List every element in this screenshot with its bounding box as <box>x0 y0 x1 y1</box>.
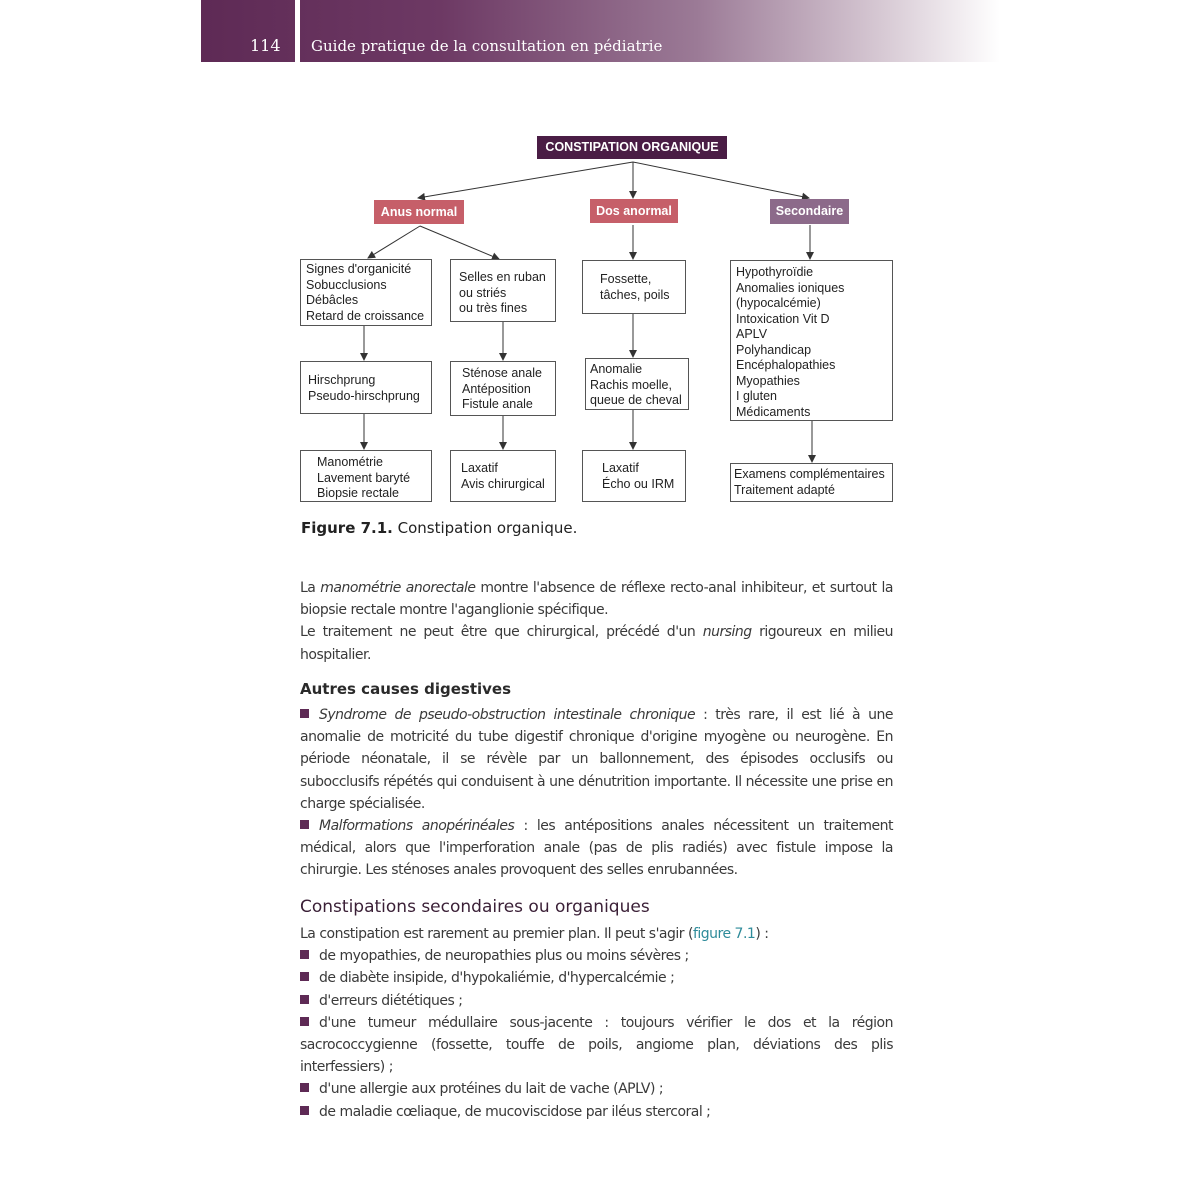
page-number: 114 <box>250 36 281 55</box>
box-line: Débâcles <box>306 293 359 307</box>
box-line: Retard de croissance <box>306 308 425 323</box>
list-item-text: de myopathies, de neuropathies plus ou moins sévères ; <box>319 948 689 965</box>
box-line: Polyhandicap <box>736 342 812 357</box>
heading-autres-causes: Autres causes digestives <box>300 680 512 698</box>
box-line: Biopsie rectale <box>317 486 399 500</box>
text-run: La <box>300 580 321 596</box>
box-line: queue de cheval <box>590 393 682 407</box>
figure-caption-text: Constipation organique. <box>392 519 578 537</box>
text-run: : très rare, il est lié à une anomalie de motricité du tube digestif chronique d'origine myogène ou neurogène. En période néonatale, il se révèle par un ballonnement, des épisodes occlusifs ou subocclusifs répétés qui conduisent à une dénutrition importante. Il nécessite une prise en charge spécialisée. <box>300 707 893 812</box>
list-item <box>300 1101 893 1123</box>
list-item <box>300 967 893 989</box>
box-stenose <box>450 361 556 416</box>
box-selles <box>450 259 556 322</box>
box-line: ou striés <box>459 285 507 300</box>
italic-term: Malformations anopérinéales <box>319 818 515 835</box>
book-title: Guide pratique de la consultation en pédiatrie <box>311 37 663 55</box>
box-laxatif-chirurgical <box>450 450 556 502</box>
box-line: Avis chirurgical <box>461 476 545 491</box>
bullet-square-icon <box>300 1083 309 1092</box>
list-constipations <box>300 923 893 1123</box>
box-examens <box>730 463 893 502</box>
box-line: Pseudo-hirschprung <box>308 388 420 403</box>
list-item-text: d'une tumeur médullaire sous-jacente : toujours vérifier le dos et la région sacrococcygienne (fossette, touffe de poils, angiome plan, déviations des plis interfessiers) ; <box>300 1014 893 1076</box>
box-line: (hypocalcémie) <box>736 296 821 310</box>
branch-dos-anormal: Dos anormal <box>590 199 678 223</box>
box-line: Anomalies ioniques <box>736 280 845 295</box>
italic-term: nursing <box>702 624 752 641</box>
box-line: Myopathies <box>736 373 800 388</box>
figure-link[interactable]: figure 7.1 <box>692 926 756 942</box>
box-line: Lavement baryté <box>317 470 411 485</box>
italic-term: Syndrome de pseudo-obstruction intestinale chronique <box>319 707 696 723</box>
paragraph-manometrie <box>300 577 893 666</box>
flowchart-title: CONSTIPATION ORGANIQUE <box>537 136 727 159</box>
arrow-anus-to-signes <box>368 226 420 258</box>
text-run: La constipation est rarement au premier plan. Il peut s'agir ( <box>300 926 693 942</box>
list-item <box>300 1012 893 1079</box>
box-anomalie <box>585 358 689 410</box>
text-run: rigoureux en milieu hospitalier. <box>300 624 893 663</box>
list-item <box>300 990 893 1012</box>
list-item-text: d'une allergie aux protéines du lait de vache (APLV) ; <box>319 1081 664 1098</box>
intro-line <box>300 923 893 945</box>
box-line: Signes d'organicité <box>306 262 412 276</box>
box-line: Hypothyroïdie <box>736 265 814 279</box>
list-item <box>300 815 893 882</box>
bullet-square-icon <box>300 972 309 981</box>
box-line: ou très fines <box>459 301 528 315</box>
branch-anus-normal: Anus normal <box>374 200 464 224</box>
box-line: Antéposition <box>462 381 531 396</box>
box-line: Rachis moelle, <box>590 377 672 392</box>
box-line: Traitement adapté <box>734 482 835 497</box>
branch-secondaire: Secondaire <box>770 199 849 224</box>
bullet-square-icon <box>300 995 309 1004</box>
arrow-anus-to-selles <box>420 226 499 259</box>
list-item-text: d'erreurs diététiques ; <box>319 992 463 1009</box>
text-run: ) : <box>755 926 769 942</box>
heading-constipations-secondaires: Constipations secondaires ou organiques <box>300 897 650 917</box>
bullet-square-icon <box>300 950 309 959</box>
box-line: Médicaments <box>736 404 811 419</box>
box-line: Sténose anale <box>462 366 542 380</box>
box-line: Fossette, <box>600 272 652 286</box>
list-item <box>300 1078 893 1100</box>
box-signes-organicite <box>300 259 432 326</box>
box-line: Fistule anale <box>462 397 533 411</box>
arrow-title-to-anus-normal <box>418 162 633 198</box>
box-line: Intoxication Vit D <box>736 311 830 326</box>
bullet-square-icon <box>300 820 309 829</box>
italic-term: manométrie anorectale <box>320 580 476 596</box>
box-line: Sobucclusions <box>306 277 387 292</box>
bullet-square-icon <box>300 1017 309 1026</box>
box-laxatif-irm <box>582 450 686 502</box>
box-line: Laxatif <box>602 461 639 475</box>
box-causes-secondaires <box>730 260 893 421</box>
bullet-square-icon <box>300 1106 309 1115</box>
box-hirschprung <box>300 361 432 414</box>
box-line: Selles en ruban <box>459 270 546 284</box>
box-line: Manométrie <box>317 455 383 469</box>
box-line: Écho ou IRM <box>602 476 675 491</box>
text-run: montre l'absence de réflexe recto-anal inhibiteur, et surtout la biopsie rectale montre l'aganglionie spécifique. <box>300 580 893 619</box>
box-line: Examens complémentaires <box>734 467 885 481</box>
box-fossette <box>582 260 686 314</box>
box-line: Encéphalopathies <box>736 358 836 372</box>
box-line: I gluten <box>736 389 778 403</box>
box-manometrie <box>300 450 432 502</box>
list-autres-causes <box>300 704 893 882</box>
list-item-text: de maladie cœliaque, de mucoviscidose par iléus stercoral ; <box>319 1103 711 1120</box>
box-line: Hirschprung <box>308 373 376 387</box>
box-line: tâches, poils <box>600 287 670 302</box>
arrow-title-to-secondaire <box>633 162 809 198</box>
text-run: : les antépositions anales nécessitent un traitement médical, alors que l'imperforation anale (pas de plis radiés) avec fistule impose la chirurgie. Les sténoses anales provoquent des selles enrubannées. <box>300 818 893 879</box>
list-item-text: de diabète insipide, d'hypokaliémie, d'hypercalcémie ; <box>319 970 675 987</box>
list-item <box>300 945 893 967</box>
box-line: Anomalie <box>590 362 643 376</box>
figure-label: Figure 7.1. <box>301 519 393 537</box>
bullet-square-icon <box>300 709 309 718</box>
box-line: Laxatif <box>461 461 498 475</box>
list-item <box>300 704 893 815</box>
box-line: APLV <box>736 327 768 341</box>
figure-caption <box>301 519 577 537</box>
text-run: Le traitement ne peut être que chirurgical, précédé d'un <box>300 624 703 641</box>
